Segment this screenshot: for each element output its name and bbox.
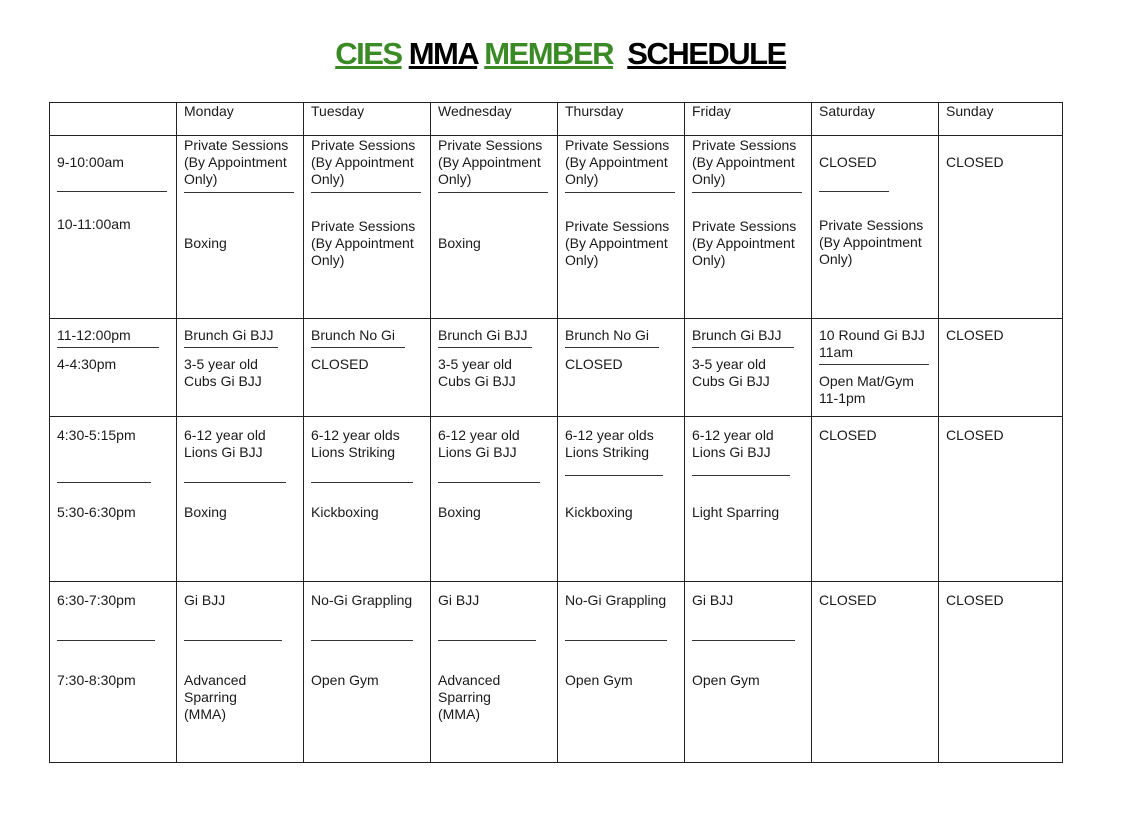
class-name: Open Gym (565, 672, 633, 688)
class-name: CLOSED (946, 327, 1004, 343)
class-name: No-Gi Grappling (311, 592, 413, 608)
schedule-row-afternoon (50, 417, 1063, 582)
class-cell (177, 136, 304, 319)
class-name: Private Sessions (By Appointment Only) (565, 218, 670, 268)
class-name: CLOSED (819, 427, 877, 443)
class-cell (304, 417, 431, 582)
header-friday: Friday (685, 103, 812, 136)
class-cell (812, 319, 939, 417)
header-row (50, 103, 1063, 136)
schedule-table (49, 102, 1063, 763)
class-name: Private Sessions (By Appointment Only) (311, 137, 416, 187)
class-name: Advanced Sparring (MMA) (438, 672, 501, 722)
class-name: Private Sessions (By Appointment Only) (692, 218, 797, 268)
class-name: Kickboxing (311, 504, 379, 520)
class-name: Boxing (184, 235, 227, 251)
class-cell (685, 319, 812, 417)
class-name: Brunch No Gi (311, 327, 396, 343)
title-word: MMA (408, 36, 478, 71)
class-name: CLOSED (946, 427, 1004, 443)
class-name: Brunch Gi BJJ (438, 327, 528, 343)
class-name: 6-12 year old Lions Gi BJJ (438, 427, 520, 460)
time-slot: 7:30-8:30pm (57, 672, 136, 688)
class-name: Open Gym (311, 672, 379, 688)
class-cell (304, 582, 431, 763)
class-cell (431, 417, 558, 582)
class-cell (304, 136, 431, 319)
class-name: Private Sessions (By Appointment Only) (819, 217, 924, 267)
class-name: Brunch No Gi (565, 327, 650, 343)
class-name: 10 Round Gi BJJ 11am (819, 327, 925, 360)
class-name: Open Gym (692, 672, 760, 688)
class-cell (812, 417, 939, 582)
time-cell (50, 319, 177, 417)
class-name: Gi BJJ (692, 592, 734, 608)
class-name: Brunch Gi BJJ (184, 327, 274, 343)
class-cell (939, 319, 1063, 417)
schedule-row-midday (50, 319, 1063, 417)
class-cell (812, 136, 939, 319)
class-cell (177, 582, 304, 763)
header-wednesday: Wednesday (431, 103, 558, 136)
time-cell (50, 582, 177, 763)
class-name: Gi BJJ (184, 592, 226, 608)
time-slot: 9-10:00am (57, 154, 124, 170)
class-name: 6-12 year old Lions Gi BJJ (184, 427, 266, 460)
class-cell (558, 417, 685, 582)
class-name: Boxing (438, 235, 481, 251)
class-name: 3-5 year old Cubs Gi BJJ (184, 356, 262, 389)
class-name: 6-12 year old Lions Gi BJJ (692, 427, 774, 460)
class-name: Private Sessions (By Appointment Only) (438, 137, 543, 187)
class-name: CLOSED (946, 592, 1004, 608)
time-cell (50, 417, 177, 582)
class-name: 6-12 year olds Lions Striking (565, 427, 654, 460)
class-name: Kickboxing (565, 504, 633, 520)
class-cell (812, 582, 939, 763)
time-slot: 6:30-7:30pm (57, 592, 136, 608)
class-cell (939, 582, 1063, 763)
class-cell (304, 319, 431, 417)
class-cell (685, 582, 812, 763)
class-cell (177, 417, 304, 582)
class-name: CLOSED (311, 356, 369, 372)
time-slot: 4-4:30pm (57, 356, 117, 372)
class-name: Brunch Gi BJJ (692, 327, 782, 343)
class-name: Boxing (438, 504, 481, 520)
class-name: Boxing (184, 504, 227, 520)
class-name: CLOSED (946, 154, 1004, 170)
class-cell (431, 136, 558, 319)
title-word: SCHEDULE (627, 36, 786, 71)
header-tuesday: Tuesday (304, 103, 431, 136)
page-title (0, 34, 1121, 74)
time-slot: 11-12:00pm (57, 327, 131, 343)
time-slot: 4:30-5:15pm (57, 427, 136, 443)
class-cell (177, 319, 304, 417)
class-name: Private Sessions (By Appointment Only) (565, 137, 670, 187)
header-saturday: Saturday (812, 103, 939, 136)
class-name: Open Mat/Gym 11-1pm (819, 373, 914, 406)
class-name: 3-5 year old Cubs Gi BJJ (692, 356, 770, 389)
class-cell (431, 582, 558, 763)
time-slot: 5:30-6:30pm (57, 504, 136, 520)
header-cell-empty (50, 103, 177, 136)
time-slot: 10-11:00am (57, 216, 131, 232)
class-cell (685, 136, 812, 319)
class-name: Private Sessions (By Appointment Only) (184, 137, 289, 187)
class-name: Light Sparring (692, 504, 780, 520)
class-name: No-Gi Grappling (565, 592, 667, 608)
class-name: CLOSED (819, 592, 877, 608)
class-cell (558, 136, 685, 319)
class-name: Private Sessions (By Appointment Only) (311, 218, 416, 268)
class-name: 3-5 year old Cubs Gi BJJ (438, 356, 516, 389)
time-cell (50, 136, 177, 319)
class-name: Gi BJJ (438, 592, 480, 608)
schedule-row-evening (50, 582, 1063, 763)
class-cell (939, 417, 1063, 582)
class-cell (431, 319, 558, 417)
class-name: Advanced Sparring (MMA) (184, 672, 247, 722)
title-word: CIES (335, 36, 402, 71)
class-name: CLOSED (565, 356, 623, 372)
schedule-row-morning (50, 136, 1063, 319)
class-name: CLOSED (819, 154, 877, 170)
class-cell (558, 582, 685, 763)
title-word: MEMBER (484, 36, 614, 71)
class-cell (939, 136, 1063, 319)
class-cell (558, 319, 685, 417)
class-name: Private Sessions (By Appointment Only) (692, 137, 797, 187)
class-name: 6-12 year olds Lions Striking (311, 427, 400, 460)
header-thursday: Thursday (558, 103, 685, 136)
class-cell (685, 417, 812, 582)
header-sunday: Sunday (939, 103, 1063, 136)
header-monday: Monday (177, 103, 304, 136)
